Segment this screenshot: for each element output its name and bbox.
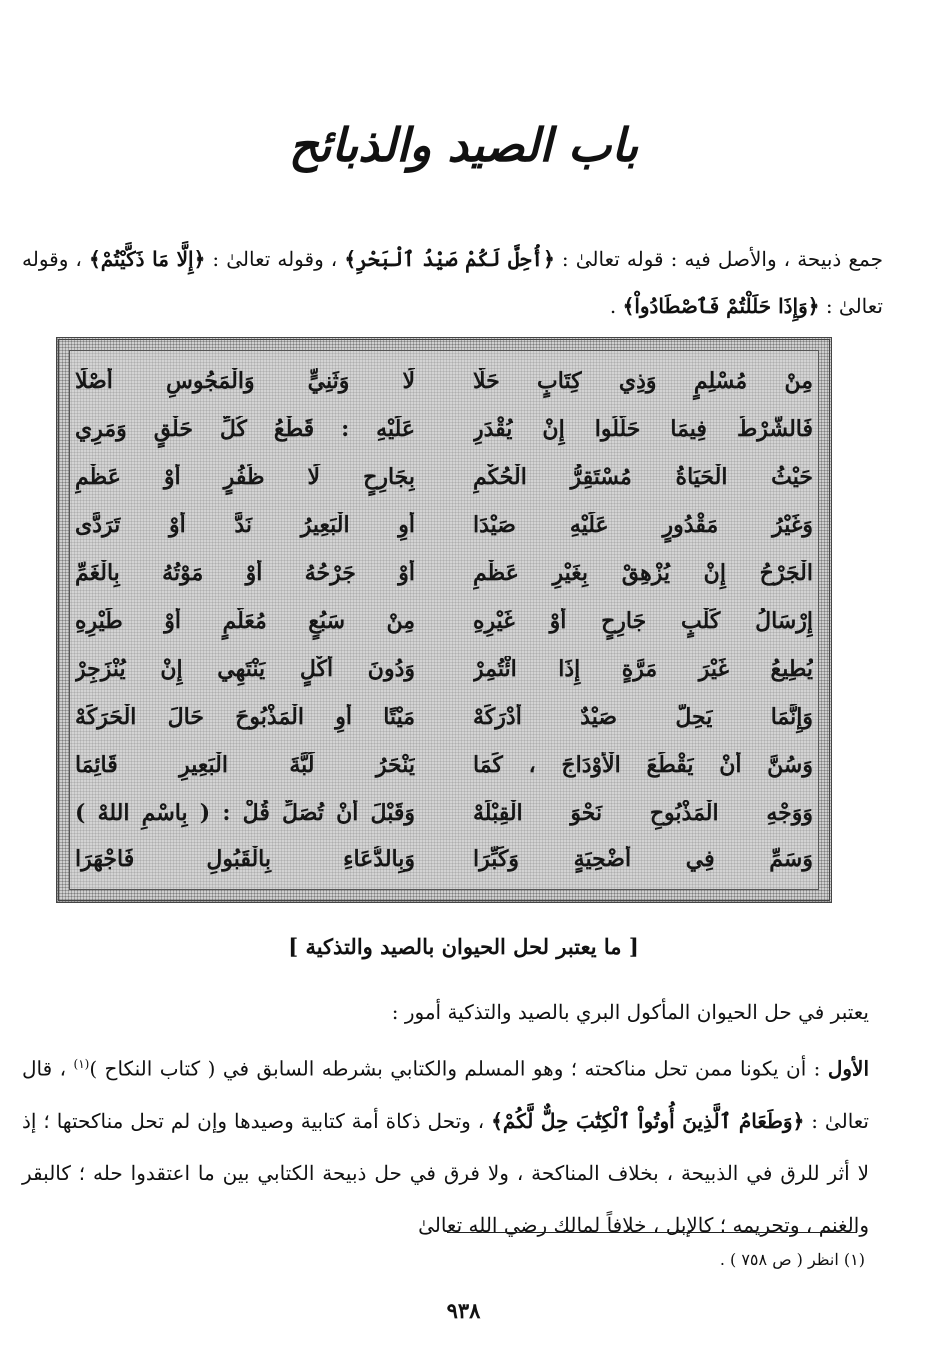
poem-verse xyxy=(75,846,813,886)
poem-verse xyxy=(75,368,813,408)
poem-verse xyxy=(75,464,813,504)
poem-verse xyxy=(75,560,813,600)
poem-verse xyxy=(75,656,813,696)
intro-text-4: . xyxy=(609,294,623,318)
poem-verse xyxy=(75,416,813,456)
body-text xyxy=(22,986,869,1251)
verse-second-hemistich: وَقَبْلَ أَنْ تُصَلِّ قُلْ : ( بِاسْمِ اللهْ ) xyxy=(75,800,415,826)
verse-first-hemistich: وَوَجْهِ الْمَذْبُوحِ نَحْوَ الْقِبْلَهْ xyxy=(473,800,813,826)
verse-second-hemistich: مَيْتًا أَوِ الْمَذْبُوحَ حَالَ الْحَرَكَهْ xyxy=(75,704,415,730)
verse-first-hemistich: فَالشَّرْطُ فِيمَا حَلَّلُوا إِنْ يُقْدَرِ xyxy=(473,416,813,442)
verse-second-hemistich: أَوِ الْبَعِيرُ نَدَّ أَوْ تَرَدَّى xyxy=(75,512,415,538)
poem-verse xyxy=(75,512,813,552)
intro-text-3: ، وقوله تعالىٰ : xyxy=(22,247,883,318)
verse-first-hemistich: وَسُنَّ أَنْ يَقْطَعَ الْأَوْدَاجَ ، كَمَا xyxy=(473,752,813,778)
verse-first-hemistich: وَإِنَّمَا يَحِلُّ صَيْدٌ أَدْرَكَهْ xyxy=(473,704,813,730)
verse-first-hemistich: مِنْ مُسْلِمٍ وَذِي كِتَابٍ حَلَّا xyxy=(473,368,813,394)
poem-frame xyxy=(56,337,832,903)
quran-verse-3: ﴿وَإِذَا حَلَلْتُمْ فَٱصْطَادُواْ﴾ xyxy=(622,294,820,318)
verse-first-hemistich: وَغَيْرُ مَقْدُورٍ عَلَيْهِ صَيْدَا xyxy=(473,512,813,538)
verse-second-hemistich: بِجَارِحٍ لَا ظُفُرٍ أَوْ عَظْمِ xyxy=(75,464,415,490)
first-point-label: الأول xyxy=(827,1056,869,1081)
verse-second-hemistich: لَا وَثَنِيٍّ وَالْمَجُوسِ أَصْلَا xyxy=(75,368,415,394)
first-point-text-b: ، قال تعالىٰ : xyxy=(22,1056,870,1133)
footnote-divider xyxy=(447,1232,857,1233)
verse-first-hemistich: يُطِيعُ غَيْرَ مَرَّةٍ إِذَا ائْتُمِرْ xyxy=(473,656,813,682)
footnote xyxy=(720,1250,865,1269)
verse-second-hemistich: عَلَيْهِ : قَطْعُ كُلِّ حَلْقٍ وَمَرِي xyxy=(75,416,415,442)
chapter-title: باب الصيد والذبائح xyxy=(288,118,639,172)
verse-second-hemistich: وَبِالدُّعَاءِ بِالْقَبُولِ فَاجْهَرَا xyxy=(75,846,415,872)
page-number: ٩٣٨ xyxy=(446,1298,481,1323)
first-point-paragraph xyxy=(22,1038,869,1251)
verse-second-hemistich: وَدُونَ أَكْلٍ يَنْتَهِي إِنْ يُنْزَجِرْ xyxy=(75,656,415,682)
verse-second-hemistich: مِنْ سَبُعٍ مُعَلَّمٍ أَوْ طَيْرِهِ xyxy=(75,608,415,634)
intro-paragraph xyxy=(22,236,883,330)
quran-verse-2: ﴿إِلَّا مَا ذَكَّيْتُمْ﴾ xyxy=(88,247,206,271)
footnote-reference[interactable]: (١) xyxy=(73,1057,90,1071)
quran-verse-4: ﴿وَطَعَامُ ٱلَّذِينَ أُوتُواْ ٱلْكِتَٰبَ حِلٌّ لَّكُمْ﴾ xyxy=(491,1108,805,1133)
verse-second-hemistich: يَنْحَرُ لَبَّةَ الْبَعِيرِ قَائِمَا xyxy=(75,752,415,778)
first-point-text-c: ، وتحل ذكاة أمة كتابية وصيدها وإن لم تحل مناكحتها ؛ إذ لا أثر للرق في الذبيحة ، بخلاف المناكحة ، ولا فرق في حل ذبيحة الكتابي بين ما اعتقدوا حله ؛ كالبقر والغنم ، وتحريمه ؛ كالإبل ، خلافاً لمالك رضي الله تعالىٰ xyxy=(22,1108,869,1237)
poem-verse xyxy=(75,608,813,648)
poem-verse xyxy=(75,704,813,744)
poem-verse xyxy=(75,752,813,792)
section-intro: يعتبر في حل الحيوان المأكول البري بالصيد والتذكية أمور : xyxy=(391,1000,869,1024)
verse-first-hemistich: وَسَمِّ فِي أُضْحِيَةٍ وَكَبِّرَا xyxy=(473,846,813,872)
poem-verse xyxy=(75,800,813,840)
verse-second-hemistich: أَوْ جَرْحُهُ أَوْ مَوْتُهُ بِالْغَمِّ xyxy=(75,560,415,586)
footnote-text: انظر ( ص ٧٥٨ ) . xyxy=(719,1250,839,1269)
intro-text-2: ، وقوله تعالىٰ : xyxy=(205,247,345,271)
verse-first-hemistich: حَيْثُ الْحَيَاةُ مُسْتَقِرُّ الْحُكْمِ xyxy=(473,464,813,490)
intro-text-1: جمع ذبيحة ، والأصل فيه : قوله تعالىٰ : xyxy=(554,247,883,271)
verse-first-hemistich: إِرْسَالُ كَلْبٍ جَارِحٍ أَوْ غَيْرِهِ xyxy=(473,608,813,634)
section-heading: [ ما يعتبر لحل الحيوان بالصيد والتذكية ] xyxy=(288,934,639,959)
verse-first-hemistich: الْجَرْحُ إِنْ يُزْهِقْ بِغَيْرِ عَظْمِ xyxy=(473,560,813,586)
quran-verse-1: ﴿أُحِلَّ لَكُمْ صَيْدُ ٱلْبَحْرِ﴾ xyxy=(344,247,555,271)
footnote-number: (١) xyxy=(843,1250,865,1269)
first-point-text-a: : أن يكونا ممن تحل مناكحته ؛ وهو المسلم والكتابي بشرطه السابق في ( كتاب النكاح ) xyxy=(89,1056,828,1081)
